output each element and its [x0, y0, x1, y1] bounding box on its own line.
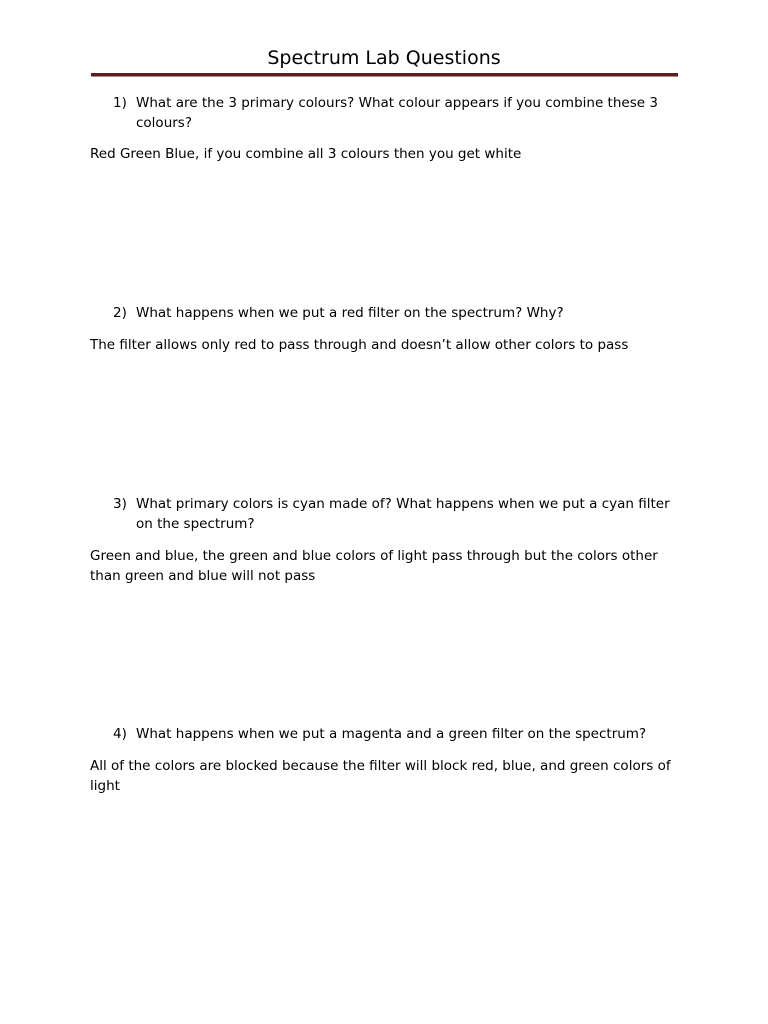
question-number: 1): [113, 95, 127, 111]
question-text: What are the 3 primary colours? What colour appears if you combine these 3 colours?: [136, 95, 658, 131]
question-4: [113, 724, 683, 744]
question-2: [113, 303, 683, 323]
question-text: What happens when we put a magenta and a green filter on the spectrum?: [136, 726, 647, 742]
answer-2: The filter allows only red to pass through and doesn’t allow other colors to pass: [90, 337, 629, 353]
question-number: 4): [113, 726, 127, 742]
page-title: Spectrum Lab Questions: [267, 47, 501, 69]
answer-3: Green and blue, the green and blue colors of light pass through but the colors other than green and blue will not pass: [90, 548, 658, 584]
answer-1: Red Green Blue, if you combine all 3 colours then you get white: [90, 146, 522, 162]
question-text: What happens when we put a red filter on the spectrum? Why?: [136, 305, 564, 321]
question-1: [113, 93, 683, 133]
question-text: What primary colors is cyan made of? What happens when we put a cyan filter on the spectrum?: [136, 496, 670, 532]
title-divider: [91, 73, 678, 77]
question-3: [113, 494, 683, 534]
question-number: 2): [113, 305, 127, 321]
question-number: 3): [113, 496, 127, 512]
answer-4: All of the colors are blocked because the filter will block red, blue, and green colors of light: [90, 758, 671, 794]
